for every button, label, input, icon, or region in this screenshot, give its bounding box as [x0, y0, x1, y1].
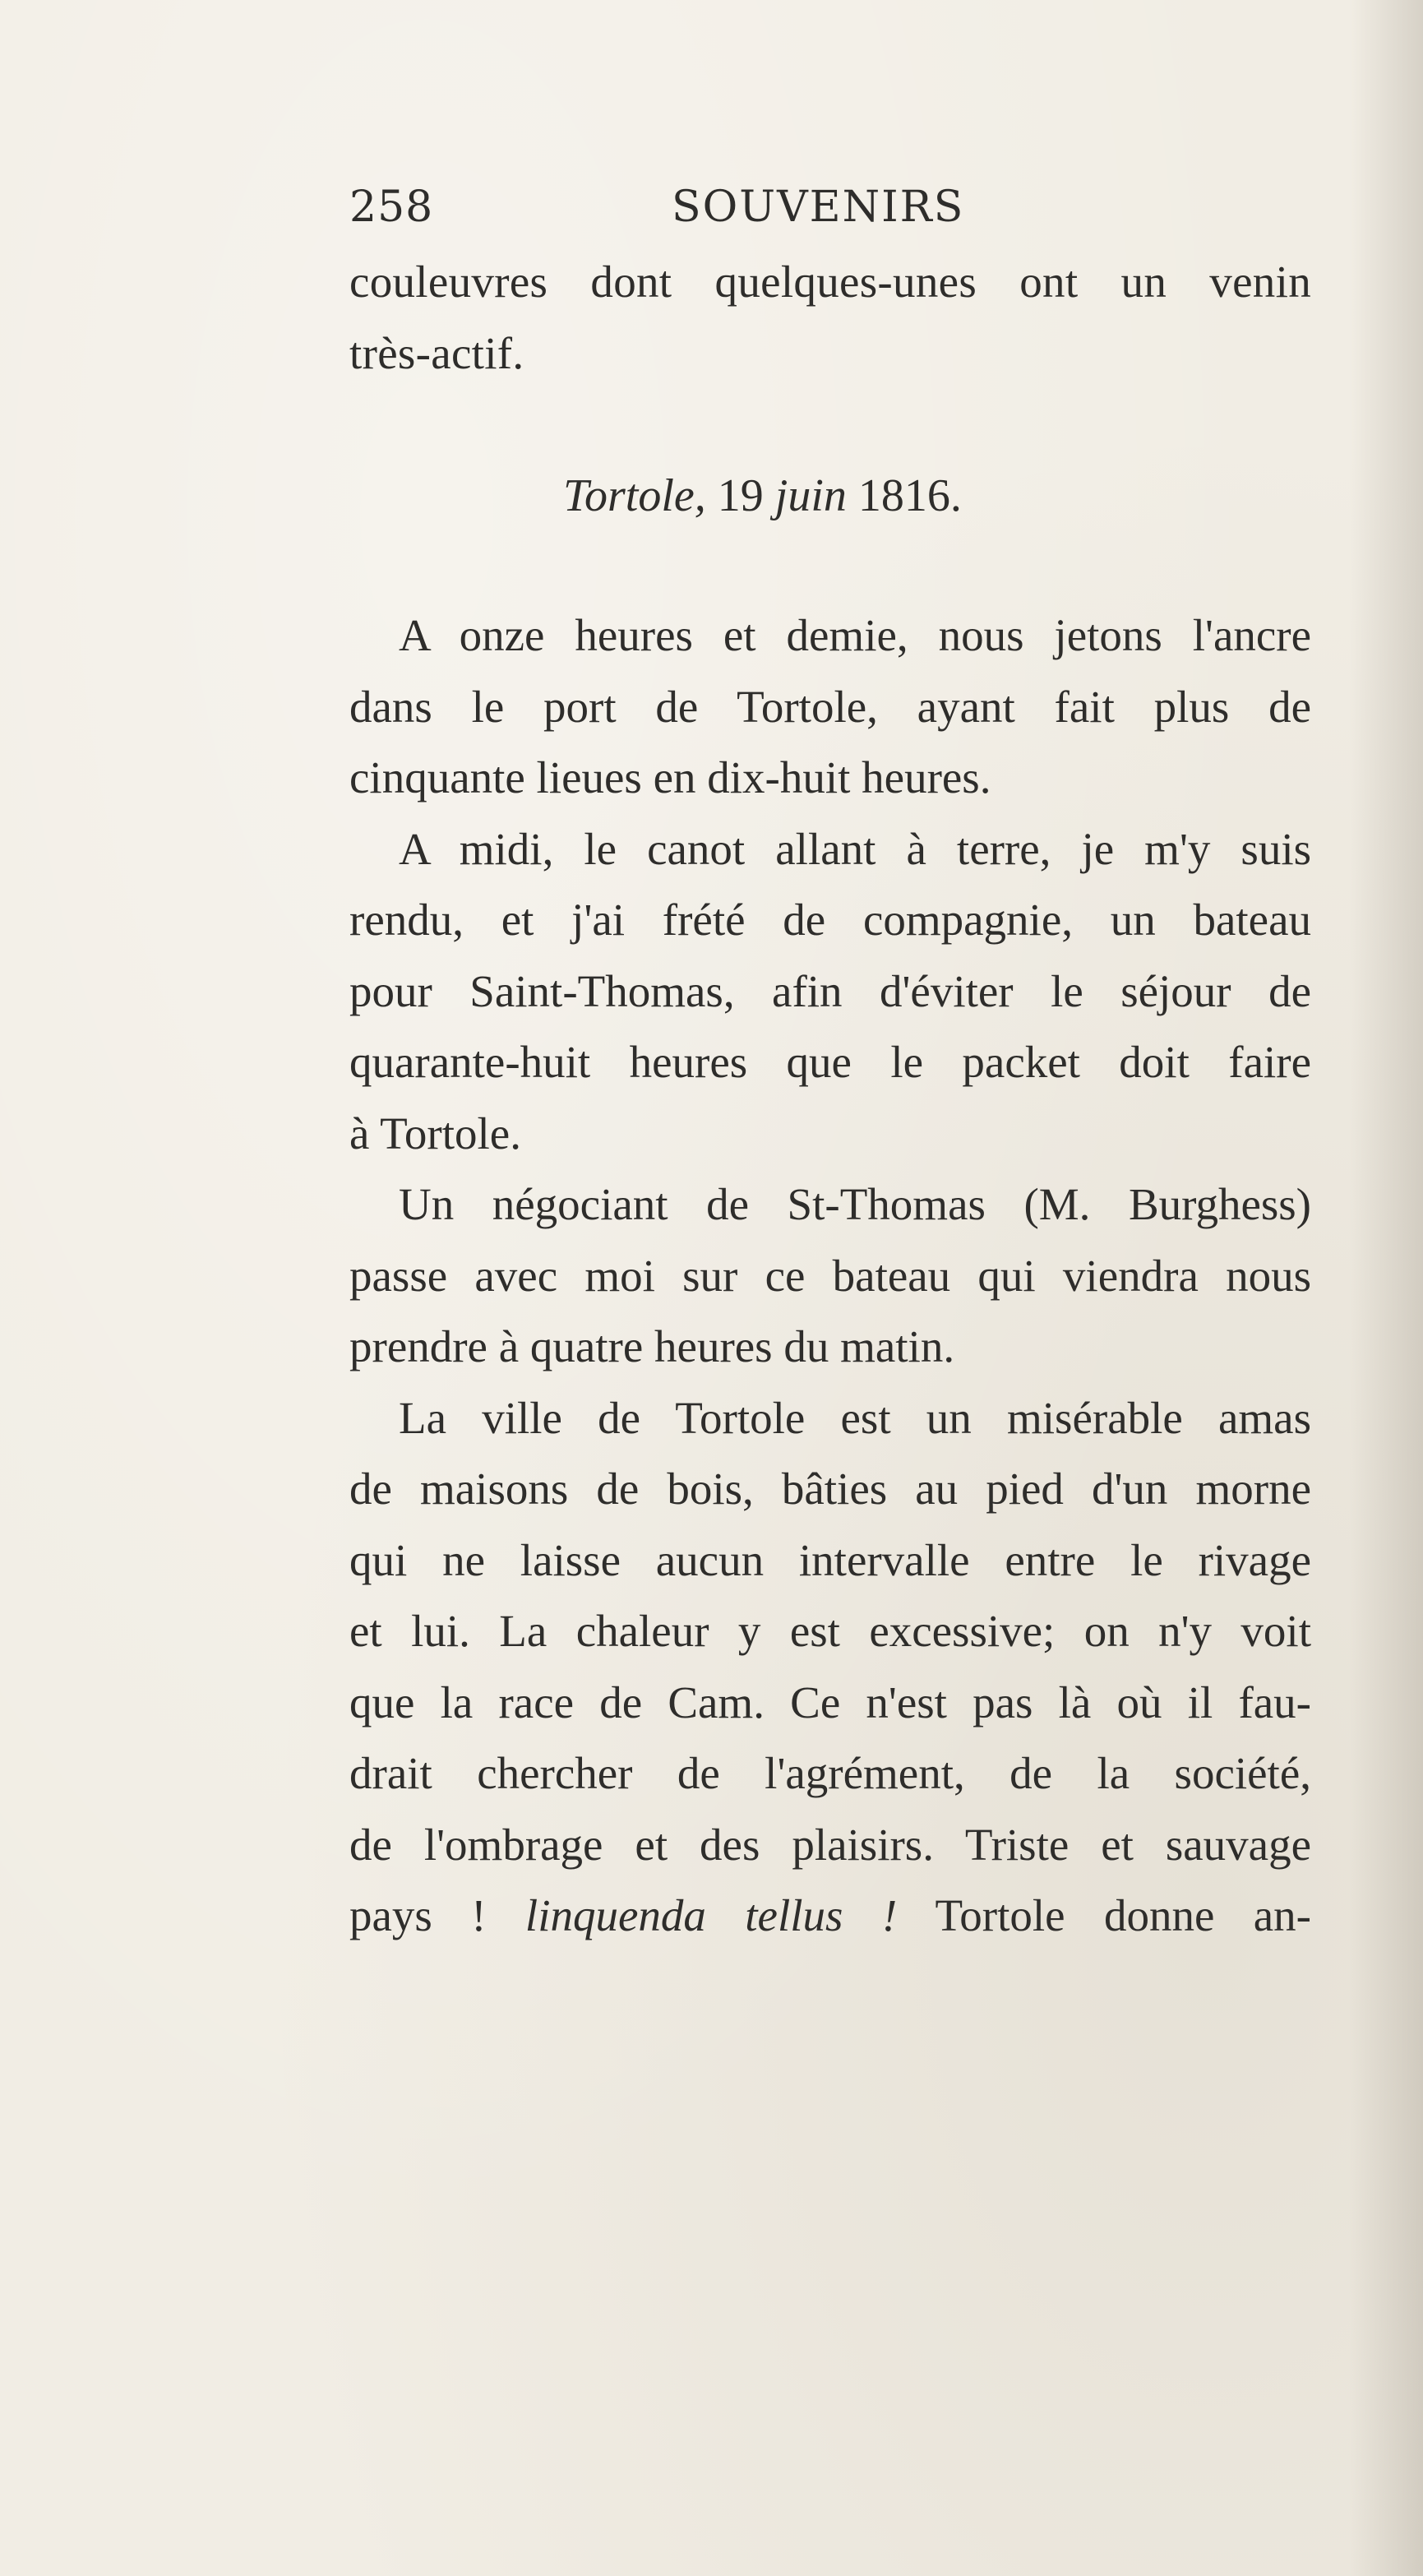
text-line: de maisons de bois, bâties au pied d'un morne	[349, 1464, 1311, 1514]
text-line: rendu, et j'ai frété de compagnie, un bateau	[349, 895, 1311, 945]
text-line: dans le port de Tortole, ayant fait plus de	[349, 681, 1311, 732]
text-line: La ville de Tortole est un misérable amas	[399, 1392, 1311, 1443]
paragraph	[349, 1169, 1311, 1383]
paragraph	[349, 600, 1311, 814]
text-line-mixed	[349, 1880, 1311, 1952]
text-line: quarante-huit heures que le packet doit faire	[349, 1037, 1311, 1087]
paragraph	[349, 814, 1311, 1170]
text-line: couleuvres dont quelques-unes ont un venin	[349, 257, 1311, 307]
text-line: drait chercher de l'agrément, de la société,	[349, 1748, 1311, 1798]
text-segment: pays !	[349, 1890, 487, 1940]
running-title: SOUVENIRS	[672, 183, 965, 232]
dateline-month: juin	[774, 470, 847, 521]
text-line: A onze heures et demie, nous jetons l'ancre	[399, 610, 1311, 660]
dateline-place: Tortole,	[563, 470, 706, 521]
text-line: à Tortole.	[349, 1108, 521, 1159]
text-line: pour Saint-Thomas, afin d'éviter le séjour de	[349, 965, 1311, 1016]
latin-phrase: linquenda tellus !	[524, 1890, 898, 1940]
text-line: qui ne laisse aucun intervalle entre le rivage	[349, 1534, 1311, 1585]
text-line: A midi, le canot allant à terre, je m'y suis	[399, 823, 1311, 874]
dateline	[563, 460, 962, 531]
text-line: et lui. La chaleur y est excessive; on n'y voit	[349, 1606, 1311, 1656]
opening-text	[349, 247, 1311, 389]
page-gutter-shadow	[1349, 0, 1423, 2576]
text-line: cinquante lieues en dix-huit heures.	[349, 752, 991, 802]
text-line: Un négociant de St-Thomas (M. Burghess)	[399, 1179, 1311, 1229]
text-line: que la race de Cam. Ce n'est pas là où il fau-	[349, 1676, 1311, 1727]
text-line: passe avec moi sur ce bateau qui viendra nous	[349, 1250, 1311, 1301]
text-line: très-actif.	[349, 327, 524, 378]
text-segment: Tortole donne an-	[935, 1890, 1312, 1940]
page-number: 258	[349, 183, 434, 232]
text-line: de l'ombrage et des plaisirs. Triste et sauvage	[349, 1819, 1311, 1870]
text-line: prendre à quatre heures du matin.	[349, 1321, 955, 1371]
dateline-day: 19	[717, 470, 764, 521]
dateline-year: 1816.	[857, 470, 962, 521]
body-text	[349, 600, 1311, 1952]
page-header	[349, 174, 1171, 240]
paragraph	[349, 1383, 1311, 1952]
